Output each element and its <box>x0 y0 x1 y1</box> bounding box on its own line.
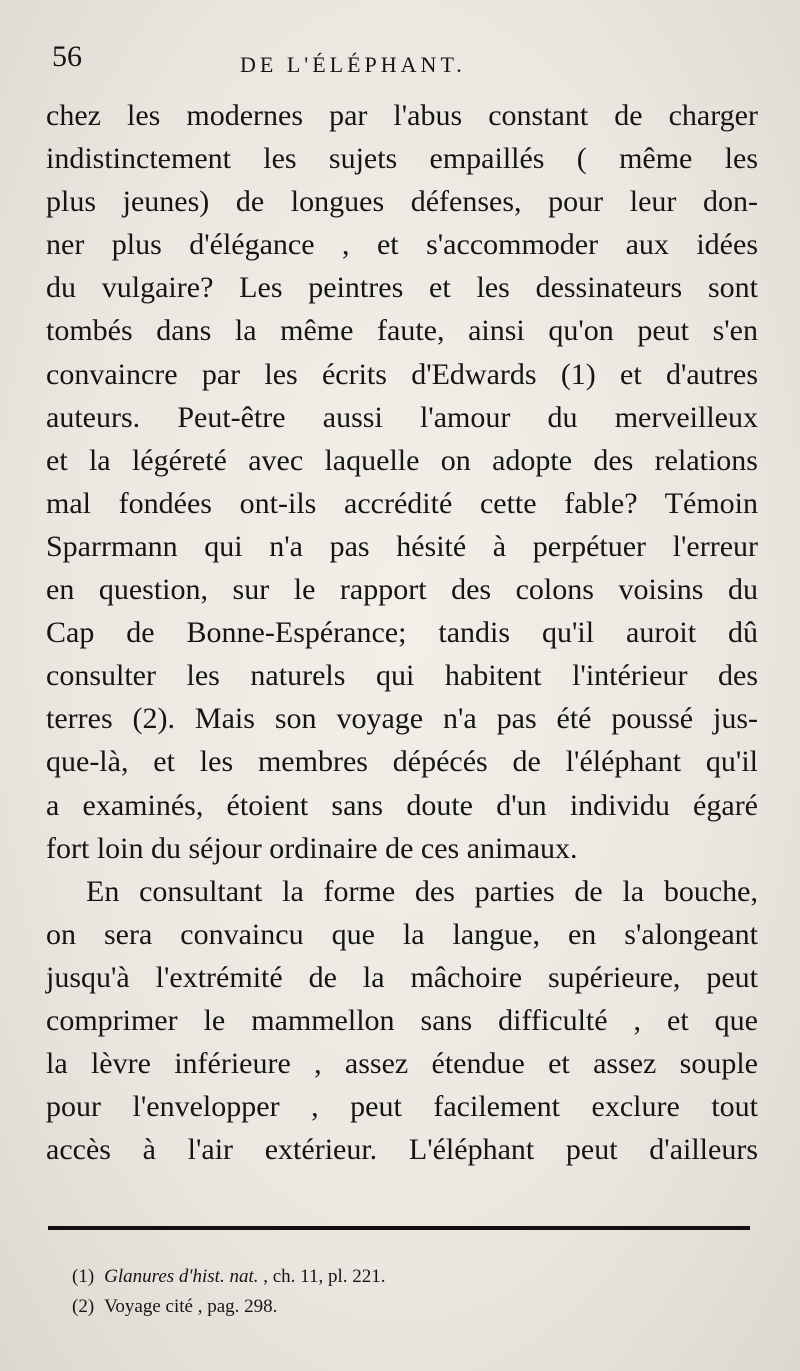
text-line: indistinctement les sujets empaillés ( même les <box>46 142 758 176</box>
paragraph-end-line: fort loin du séjour ordinaire de ces animaux. <box>46 831 578 865</box>
footnote-1 <box>72 1262 385 1292</box>
text-line: jusqu'à l'extrémité de la mâchoire supérieure, peut <box>46 960 758 994</box>
text-line: pour l'envelopper , peut facilement exclure tout <box>46 1090 758 1124</box>
footnote-2 <box>72 1292 385 1322</box>
footnote-text: , ch. 11, pl. 221. <box>258 1266 386 1287</box>
text-line: mal fondées ont-ils accrédité cette fable? Témoin <box>46 486 758 520</box>
body-text <box>46 94 758 1171</box>
text-line: terres (2). Mais son voyage n'a pas été poussé jus- <box>46 702 758 736</box>
text-line: Cap de Bonne-Espérance; tandis qu'il auroit dû <box>46 616 758 650</box>
text-line: que-là, et les membres dépécés de l'éléphant qu'il <box>46 745 758 779</box>
text-line: plus jeunes) de longues défenses, pour leur don- <box>46 185 758 219</box>
page-number: 56 <box>52 40 82 73</box>
running-head: DE L'ÉLÉPHANT. <box>240 52 466 77</box>
footnote-rule <box>48 1226 750 1230</box>
text-line: en question, sur le rapport des colons voisins du <box>46 573 758 607</box>
text-line: a examinés, étoient sans doute d'un individu égaré <box>46 788 758 822</box>
text-line: accès à l'air extérieur. L'éléphant peut d'ailleurs <box>46 1133 758 1167</box>
footnote-title: Glanures d'hist. nat. <box>104 1266 259 1287</box>
text-line: ner plus d'élégance , et s'accommoder aux idées <box>46 228 758 262</box>
footnote-marker: (1) <box>72 1266 95 1287</box>
text-line: on sera convaincu que la langue, en s'alongeant <box>46 917 758 951</box>
text-line: la lèvre inférieure , assez étendue et assez souple <box>46 1047 758 1081</box>
text-line: tombés dans la même faute, ainsi qu'on peut s'en <box>46 314 758 348</box>
text-line: Sparrmann qui n'a pas hésité à perpétuer l'erreur <box>46 529 758 563</box>
text-line: auteurs. Peut-être aussi l'amour du merveilleux <box>46 400 758 434</box>
text-line: chez les modernes par l'abus constant de charger <box>46 99 758 132</box>
text-line: convaincre par les écrits d'Edwards (1) et d'autres <box>46 357 758 391</box>
text-line: du vulgaire? Les peintres et les dessinateurs sont <box>46 271 758 305</box>
text-line: et la légéreté avec laquelle on adopte des relations <box>46 443 758 477</box>
paragraph-start-line: En consultant la forme des parties de la bouche, <box>86 874 758 908</box>
footnote-marker: (2) <box>72 1296 95 1317</box>
footnote-text: Voyage cité , pag. 298. <box>104 1296 278 1317</box>
text-line: comprimer le mammellon sans difficulté , et que <box>46 1003 758 1037</box>
text-line: consulter les naturels qui habitent l'intérieur des <box>46 659 758 693</box>
footnotes <box>72 1262 385 1322</box>
